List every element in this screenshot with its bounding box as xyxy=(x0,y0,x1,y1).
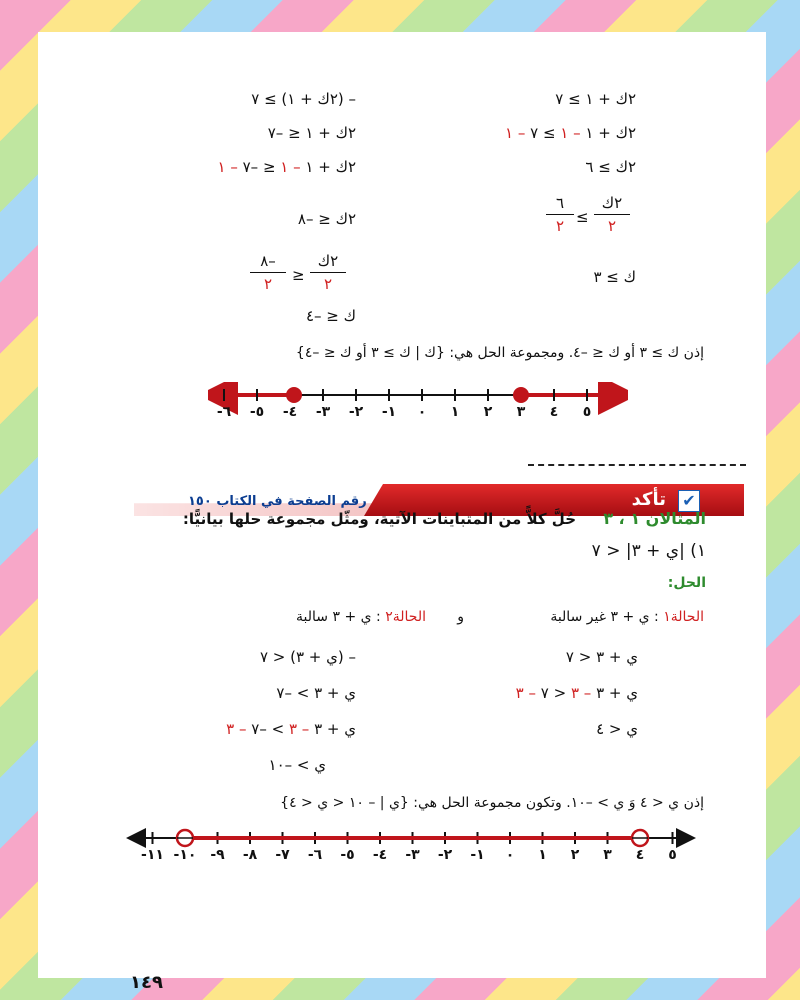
frac-den: ٢ xyxy=(263,275,273,293)
tick-label: ٠ xyxy=(505,847,515,863)
tick-label: ٠ xyxy=(417,404,427,420)
tick-label: ٢- xyxy=(437,847,453,863)
problem-1: ١) |ي + ٣| < ٧ xyxy=(591,541,706,561)
tick-label: ٣ xyxy=(516,404,526,420)
tick-label: ٥ xyxy=(668,847,677,863)
case-and: و xyxy=(457,609,464,625)
tick-label: ١- xyxy=(381,404,397,420)
tick-label: ٨- xyxy=(242,847,258,863)
case-2: الحالة٢ : ي + ٣ سالبة xyxy=(296,609,426,625)
conclusion-1: إذن ك ≥ ٣ أو ك ≤ –٤. ومجموعة الحل هي: {ك | ك ≥ ٣ أو ك ≤ –٤} xyxy=(295,345,704,361)
tick-label: ٥- xyxy=(340,847,355,863)
frac-num: ٢ك xyxy=(317,252,339,270)
tick-label: ٥ xyxy=(582,404,592,420)
frac-num: ٢ك xyxy=(601,194,623,212)
case1-step-3: ي < ٤ xyxy=(596,720,638,738)
tick-label: ١٠- xyxy=(173,847,197,863)
conclusion-2: إذن ي < ٤ وَ ي > –١٠. وتكون مجموعة الحل هي: {ي | – ١٠ < ي < ٤} xyxy=(280,795,704,811)
frac-num: ٦ xyxy=(555,194,565,212)
tick-label: ٣- xyxy=(315,404,331,420)
divider-dashed xyxy=(528,464,746,466)
left-step-5 xyxy=(238,252,358,302)
banner-title: تأكد xyxy=(631,489,666,510)
tick-label: ٢- xyxy=(348,404,364,420)
frac-op: ≤ xyxy=(292,266,305,284)
frac-num: –٨ xyxy=(260,252,276,270)
left-step-6: ك ≤ –٤ xyxy=(305,307,356,325)
case2-step-3: ي + ٣ – ٣ > –٧ – ٣ xyxy=(226,720,356,738)
frac-op: ≥ xyxy=(576,208,589,226)
right-step-1: ٢ك + ١ ≥ ٧ xyxy=(555,90,636,108)
tick-label: ٣- xyxy=(405,847,420,863)
tick-label: ٢ xyxy=(483,404,493,420)
left-step-3: ٢ك + ١ – ١ ≤ –٧ – ١ xyxy=(217,158,356,176)
closed-point-3 xyxy=(513,387,529,403)
tick-label: ١- xyxy=(470,847,485,863)
right-step-4 xyxy=(538,194,638,244)
tick-label: ٥- xyxy=(249,404,265,420)
tick-label: ١ xyxy=(450,404,460,420)
tick-label: ١ xyxy=(538,847,547,863)
page xyxy=(38,32,766,993)
tick-label: ٦- xyxy=(307,847,323,863)
right-step-3: ٢ك ≥ ٦ xyxy=(585,158,636,176)
left-step-2: ٢ك + ١ ≤ –٧ xyxy=(267,124,356,142)
tick-label: ٧- xyxy=(275,847,290,863)
example-label: المثالان ١ ، ٣ xyxy=(603,509,706,528)
page-reference: رقم الصفحة في الكتاب ١٥٠ xyxy=(188,494,367,509)
page-number: ١٤٩ xyxy=(130,972,163,993)
case2-step-2: ي + ٣ > –٧ xyxy=(276,684,356,702)
case1-step-2: ي + ٣ – ٣ < ٧ – ٣ xyxy=(515,684,638,702)
left-step-4: ٢ك ≤ –٨ xyxy=(297,210,356,228)
tick-label: ٤ xyxy=(635,847,645,863)
right-step-2: ٢ك + ١ – ١ ≥ ٧ – ١ xyxy=(504,124,636,142)
closed-point-neg4 xyxy=(286,387,302,403)
example-instruction: حُلَّ كلاًّ من المتباينات الآتية، ومثّل مجموعة حلها بيانيًّا: xyxy=(182,510,576,528)
check-icon: ✔ xyxy=(678,490,700,512)
tick-label: ٣ xyxy=(603,847,612,863)
tick-label: ٤- xyxy=(372,847,388,863)
case2-step-4: ي > –١٠ xyxy=(268,756,326,774)
frac-den: ٢ xyxy=(323,275,333,293)
tick-label: ٤ xyxy=(549,404,559,420)
frac-den: ٢ xyxy=(607,217,617,235)
tick-label: ١١- xyxy=(141,847,164,863)
case1-step-1: ي + ٣ < ٧ xyxy=(565,648,638,666)
case2-step-1: – (ي + ٣) < ٧ xyxy=(259,648,356,666)
tick-label: ٦- xyxy=(216,404,232,420)
tick-label: ٤- xyxy=(282,404,298,420)
right-step-5: ك ≥ ٣ xyxy=(593,268,636,286)
solution-label: الحل: xyxy=(667,575,706,591)
tick-label: ٢ xyxy=(570,847,580,863)
frac-den: ٢ xyxy=(555,217,565,235)
left-step-1: – (٢ك + ١) ≥ ٧ xyxy=(251,90,356,108)
case-1: الحالة١ : ي + ٣ غير سالبة xyxy=(550,609,704,625)
tick-label: ٩- xyxy=(210,847,225,863)
